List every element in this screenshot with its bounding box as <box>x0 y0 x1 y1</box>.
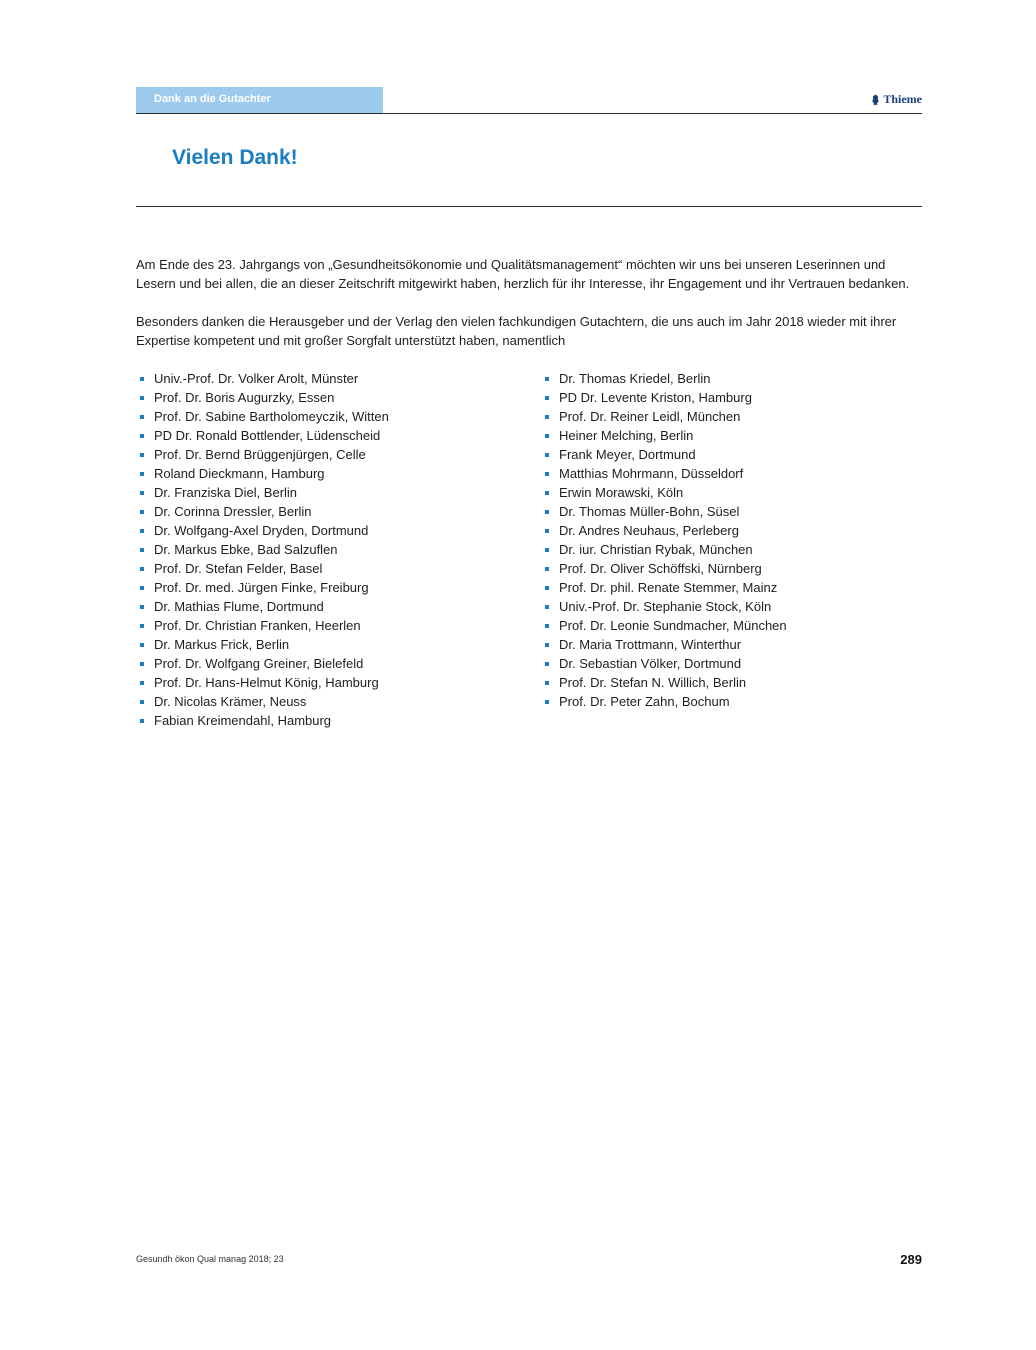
reviewer-list-item: Dr. Nicolas Krämer, Neuss <box>136 692 516 711</box>
title-rule <box>136 206 922 207</box>
reviewer-list-item: Prof. Dr. phil. Renate Stemmer, Mainz <box>541 578 921 597</box>
reviewer-list-item: Univ.-Prof. Dr. Volker Arolt, Münster <box>136 369 516 388</box>
reviewer-list-item: Dr. iur. Christian Rybak, München <box>541 540 921 559</box>
reviewer-list-item: PD Dr. Ronald Bottlender, Lüdenscheid <box>136 426 516 445</box>
reviewer-list-item: Prof. Dr. Sabine Bartholomeyczik, Witten <box>136 407 516 426</box>
reviewer-list-item: Erwin Morawski, Köln <box>541 483 921 502</box>
reviewer-list-item: Prof. Dr. Stefan Felder, Basel <box>136 559 516 578</box>
reviewer-list-item: Prof. Dr. Leonie Sundmacher, München <box>541 616 921 635</box>
journal-citation: Gesundh ökon Qual manag 2018; 23 <box>136 1254 284 1264</box>
reviewer-list-item: Dr. Wolfgang-Axel Dryden, Dortmund <box>136 521 516 540</box>
reviewer-list-right <box>541 369 921 711</box>
section-label: Dank an die Gutachter <box>136 87 383 114</box>
publisher-logo-text: Thieme <box>883 92 922 106</box>
thanks-paragraph: Besonders danken die Herausgeber und der Verlag den vielen fachkundigen Gutachtern, die uns auch im Jahr 2018 wieder mit ihrer Expertise kompetent und mit großer Sorgfalt unterstützt haben, namentlich <box>136 314 897 348</box>
reviewer-list-item: Dr. Thomas Kriedel, Berlin <box>541 369 921 388</box>
reviewer-list-item: Prof. Dr. Christian Franken, Heerlen <box>136 616 516 635</box>
reviewer-list-item: Dr. Thomas Müller-Bohn, Süsel <box>541 502 921 521</box>
reviewer-list-item: Dr. Maria Trottmann, Winterthur <box>541 635 921 654</box>
reviewer-list-item: Dr. Andres Neuhaus, Perleberg <box>541 521 921 540</box>
reviewer-list-item: Dr. Markus Ebke, Bad Salzuflen <box>136 540 516 559</box>
reviewer-list-item: Dr. Sebastian Völker, Dortmund <box>541 654 921 673</box>
reviewer-list-item: Prof. Dr. Boris Augurzky, Essen <box>136 388 516 407</box>
reviewer-list-item: Univ.-Prof. Dr. Stephanie Stock, Köln <box>541 597 921 616</box>
page-title: Vielen Dank! <box>172 146 298 169</box>
page-number: 289 <box>900 1252 922 1267</box>
reviewer-list-item: Prof. Dr. med. Jürgen Finke, Freiburg <box>136 578 516 597</box>
reviewer-list-item: Heiner Melching, Berlin <box>541 426 921 445</box>
reviewer-list-item: Prof. Dr. Bernd Brüggenjürgen, Celle <box>136 445 516 464</box>
reviewer-list-item: Prof. Dr. Reiner Leidl, München <box>541 407 921 426</box>
reviewer-list-item: Dr. Franziska Diel, Berlin <box>136 483 516 502</box>
reviewer-list-left <box>136 369 516 730</box>
reviewer-list-item: Dr. Mathias Flume, Dortmund <box>136 597 516 616</box>
reviewer-list-item: Prof. Dr. Hans-Helmut König, Hamburg <box>136 673 516 692</box>
reviewer-list-item: PD Dr. Levente Kriston, Hamburg <box>541 388 921 407</box>
header-rule <box>136 113 922 114</box>
thieme-crest-icon <box>871 94 880 106</box>
intro-paragraph: Am Ende des 23. Jahrgangs von „Gesundheitsökonomie und Qualitätsmanagement“ möchten wir uns bei unseren Leserinnen und Lesern und bei allen, die an dieser Zeitschrift mitgewirkt haben, herzlich für ihr Interesse, ihr Engagement und ihr Vertrauen bedanken. <box>136 257 910 291</box>
reviewer-list-item: Matthias Mohrmann, Düsseldorf <box>541 464 921 483</box>
reviewer-list-item: Dr. Markus Frick, Berlin <box>136 635 516 654</box>
reviewer-list-item: Fabian Kreimendahl, Hamburg <box>136 711 516 730</box>
reviewer-list-item: Roland Dieckmann, Hamburg <box>136 464 516 483</box>
reviewer-list-item: Prof. Dr. Stefan N. Willich, Berlin <box>541 673 921 692</box>
reviewer-list-item: Dr. Corinna Dressler, Berlin <box>136 502 516 521</box>
reviewer-list-item: Prof. Dr. Oliver Schöffski, Nürnberg <box>541 559 921 578</box>
reviewer-list-item: Prof. Dr. Peter Zahn, Bochum <box>541 692 921 711</box>
reviewer-list-item: Prof. Dr. Wolfgang Greiner, Bielefeld <box>136 654 516 673</box>
publisher-logo <box>871 92 922 107</box>
reviewer-list-item: Frank Meyer, Dortmund <box>541 445 921 464</box>
